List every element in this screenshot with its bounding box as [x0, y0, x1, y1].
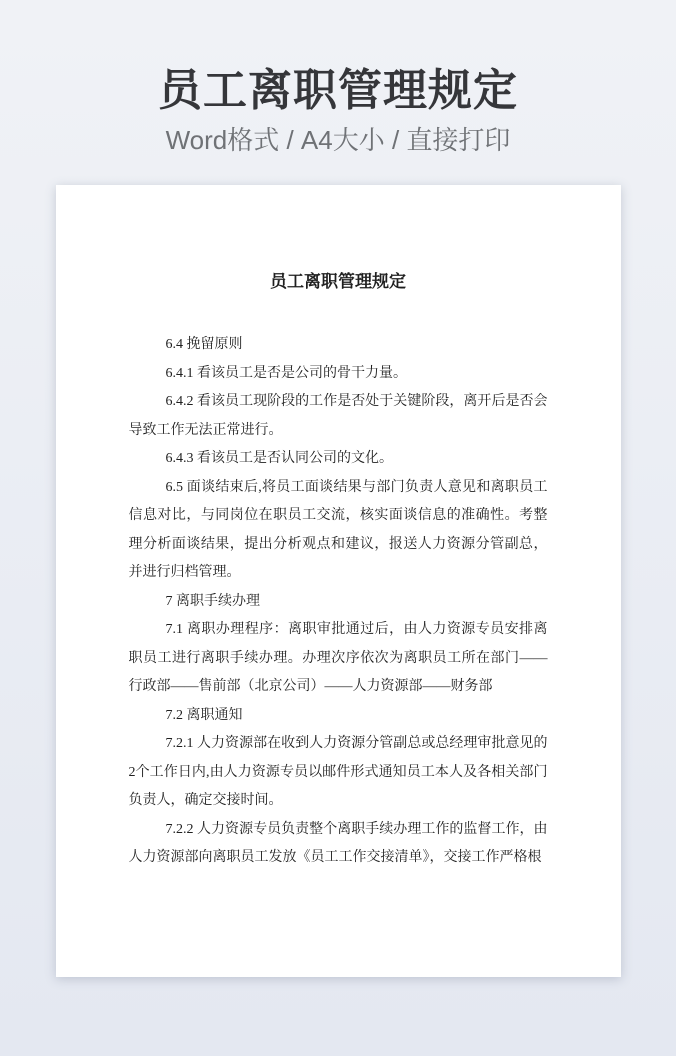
paragraph: 7 离职手续办理: [165, 593, 260, 609]
page-subtitle: Word格式 / A4大小 / 直接打印: [165, 125, 511, 155]
paragraph: 6.4.1 看该员工是否是公司的骨干力量。: [165, 365, 407, 381]
page-title: 员工离职管理规定: [158, 66, 518, 115]
paragraph: 7.2 离职通知: [165, 707, 243, 723]
paragraph: 7.2.2 人力资源专员负责整个离职手续办理工作的监督工作，由人力资源部向离职员工发放《员工工作交接清单》，交接工作严格根: [128, 821, 548, 865]
header: [0, 0, 676, 157]
paragraph: 6.4.3 看该员工是否认同公司的文化。: [165, 451, 393, 466]
paragraph: 6.4.2 看该员工现阶段的工作是否处于关键阶段，离开后是否会导致工作无法正常进行。: [128, 394, 548, 438]
paragraph: 7.1 离职办理程序：离职审批通过后，由人力资源专员安排离职员工进行离职手续办理。办理次序依次为离职员工所在部门——行政部——售前部（北京公司）——人力资源部——财务部: [128, 622, 548, 694]
paragraph: 7.2.1 人力资源部在收到人力资源分管副总或总经理审批意见的2个工作日内,由人力资源专员以邮件形式通知员工本人及各相关部门负责人，确定交接时间。: [128, 736, 548, 808]
document-page: [56, 185, 621, 977]
paragraph: 6.5 面谈结束后,将员工面谈结果与部门负责人意见和离职员工信息对比，与同岗位在职员工交流，核实面谈信息的准确性。考整理分析面谈结果，提出分析观点和建议，报送人力资源分管副总，并进行归档管理。: [128, 479, 548, 580]
document-title: 员工离职管理规定: [270, 272, 406, 291]
document-body: [129, 331, 548, 873]
paragraph: 6.4 挽留原则: [165, 337, 243, 352]
